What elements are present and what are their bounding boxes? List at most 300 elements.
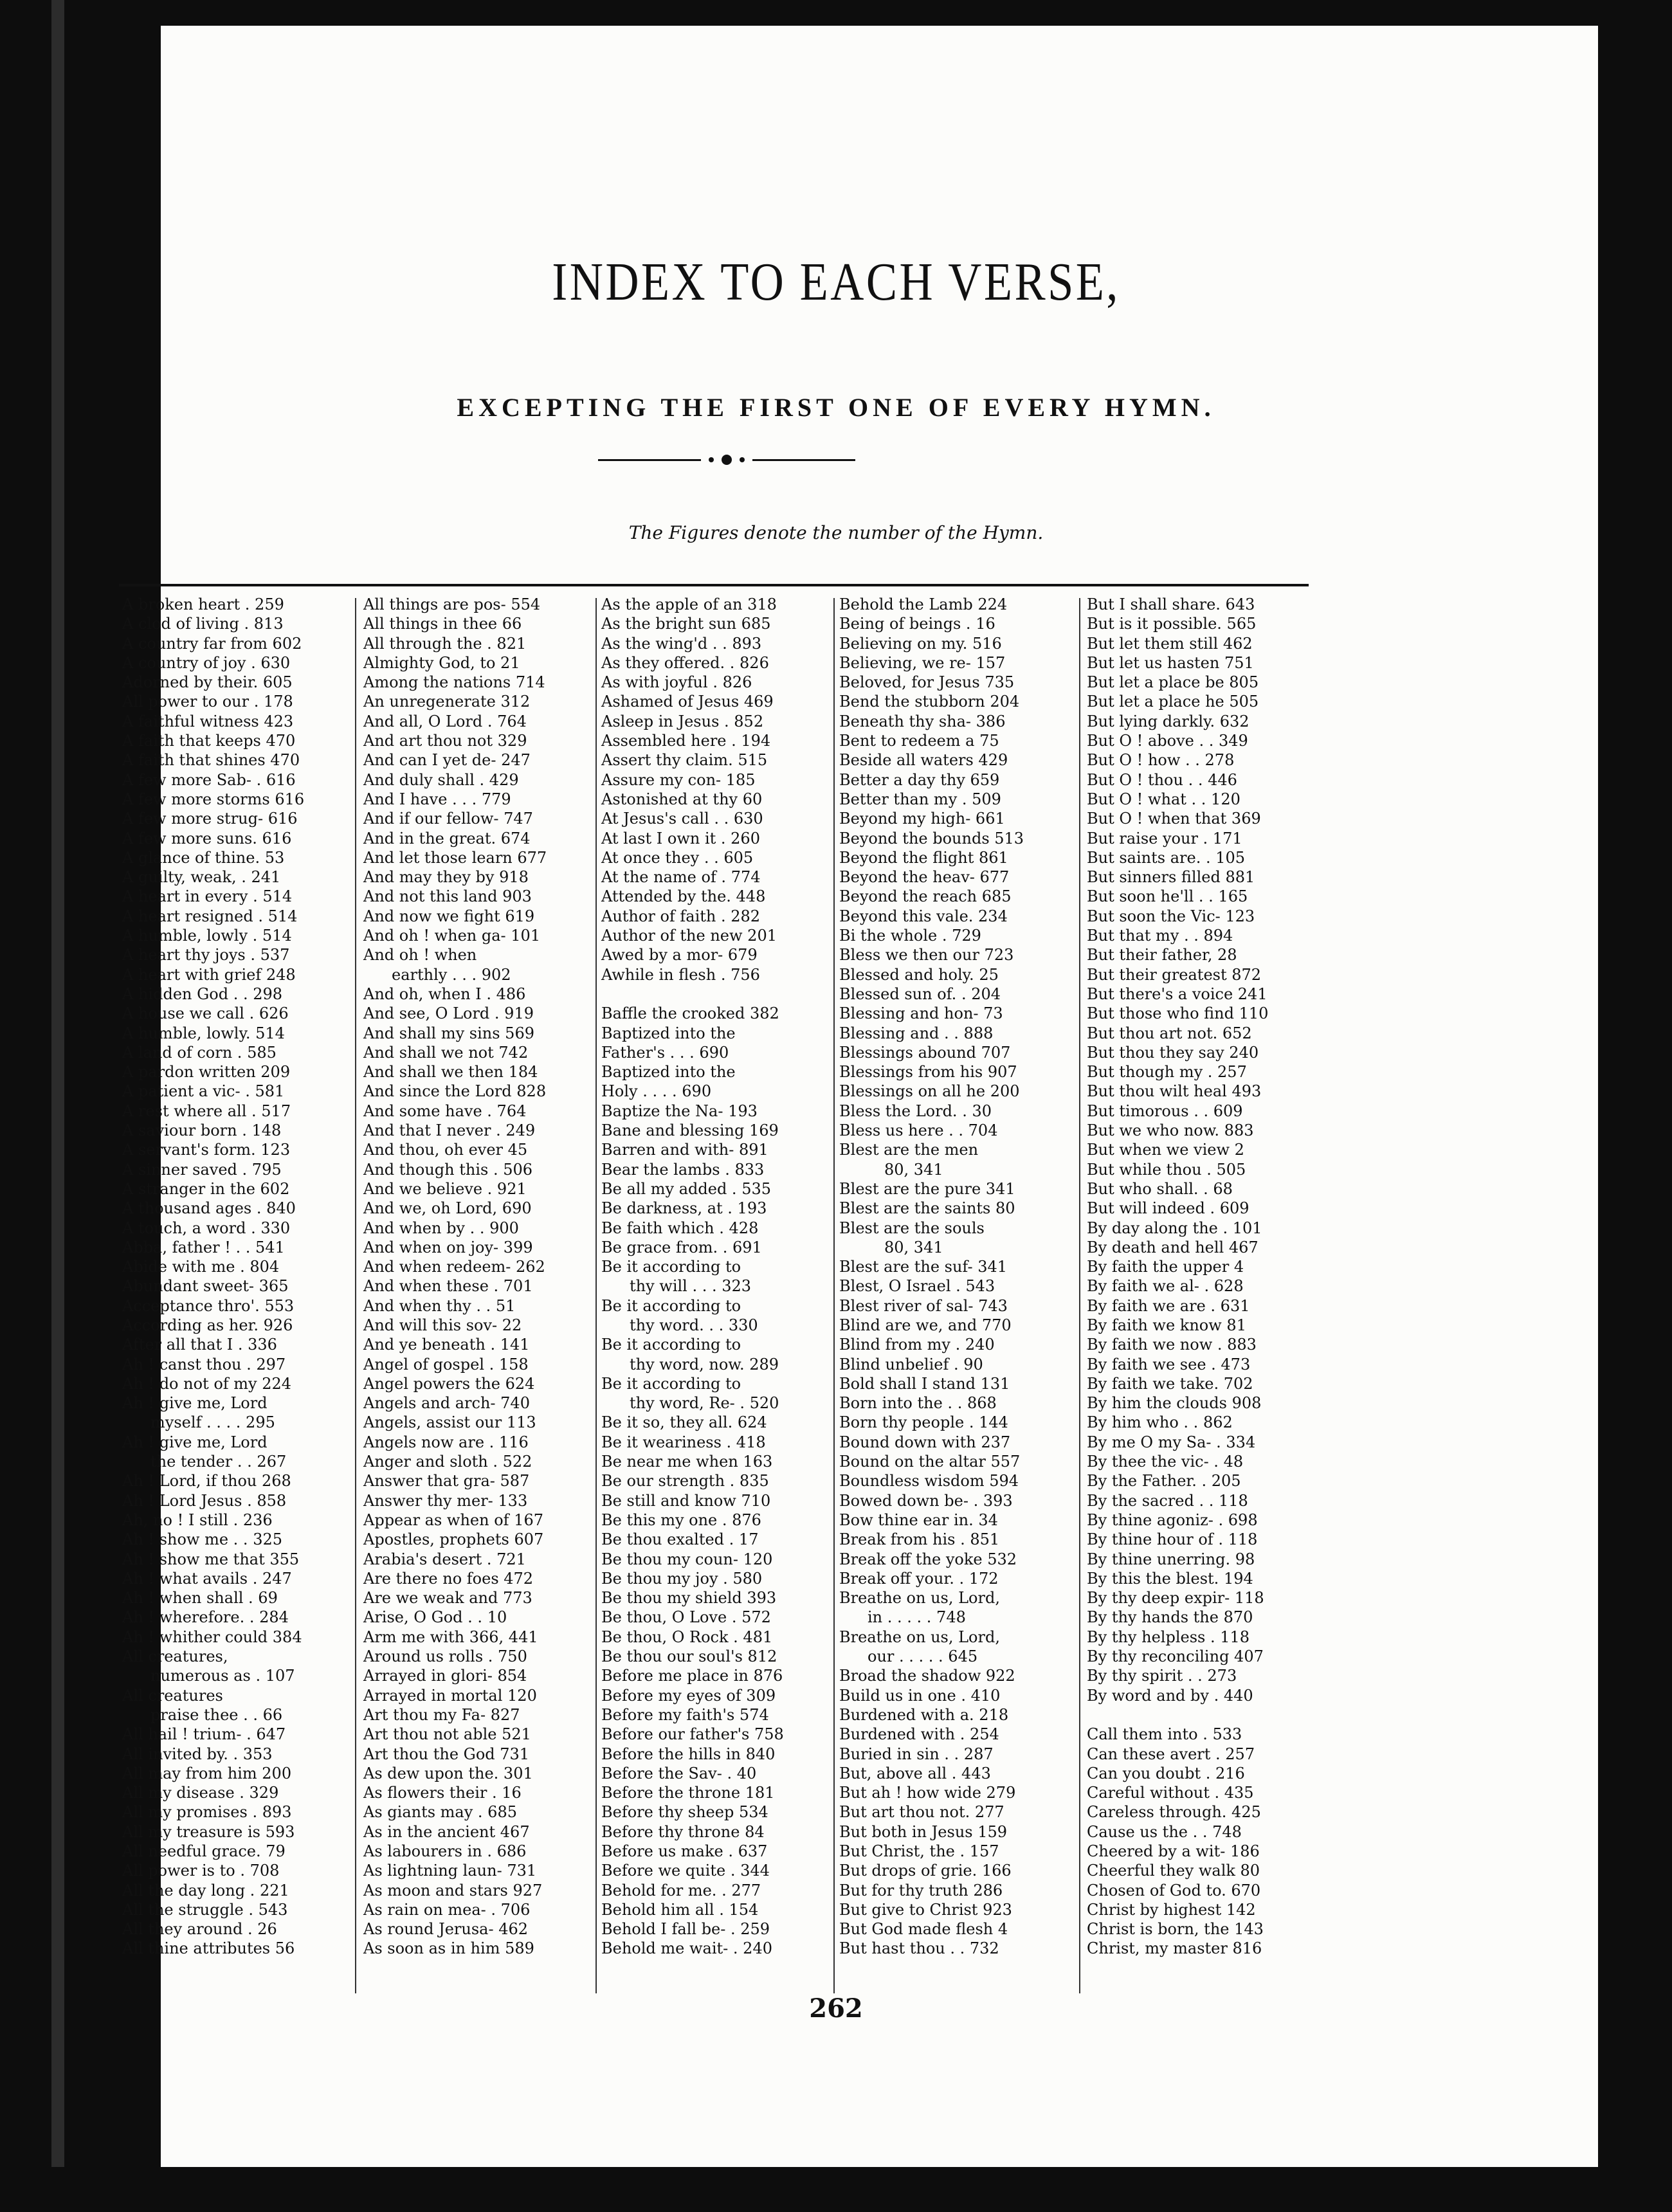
index-entry: And shall we then 184 <box>363 1063 538 1082</box>
scan-border-top <box>0 0 1672 26</box>
index-entry: An unregenerate 312 <box>363 693 531 711</box>
index-entry: Blessings on all he 200 <box>839 1082 1020 1101</box>
index-entry: 80, 341 <box>884 1238 943 1256</box>
index-entry: Before the hills in 840 <box>601 1745 776 1763</box>
index-entry: Blest are the men <box>839 1141 979 1159</box>
index-entry: But God made flesh 4 <box>839 1920 1008 1939</box>
index-entry: Anger and sloth . 522 <box>363 1453 532 1471</box>
book-edge <box>51 0 64 2212</box>
index-entry: Before the throne 181 <box>601 1784 775 1802</box>
index-entry: Bless the Lord. . 30 <box>839 1101 992 1120</box>
index-entry: A faith that shines 470 <box>122 751 300 770</box>
index-entry: And duly shall . 429 <box>363 770 519 789</box>
index-entry: All the struggle . 543 <box>122 1900 288 1919</box>
index-entry: A sinner saved . 795 <box>122 1160 282 1179</box>
index-entry: And oh ! when ga- 101 <box>363 927 541 945</box>
index-entry: A glance of thine. 53 <box>122 848 285 867</box>
index-entry: Blest are the suf- 341 <box>839 1258 1007 1276</box>
index-entry: A humble, lowly. 514 <box>122 1024 285 1042</box>
index-entry: Bane and blessing 169 <box>601 1121 779 1140</box>
index-entry: And all, O Lord . 764 <box>363 712 527 730</box>
index-entry: At once they . . 605 <box>601 848 754 867</box>
index-entry: Before our father's 758 <box>601 1725 784 1744</box>
index-entry: Bowed down be- . 393 <box>839 1491 1013 1510</box>
index-entry: But ah ! how wide 279 <box>839 1784 1016 1802</box>
index-entry: Breathe on us, Lord, <box>839 1627 1000 1646</box>
index-entry: At Jesus's call . . 630 <box>601 810 763 828</box>
index-entry: Author of the new 201 <box>601 927 777 945</box>
index-entry: And we believe . 921 <box>363 1179 527 1198</box>
index-entry: By thy reconciling 407 <box>1087 1647 1264 1666</box>
index-entry: By thee the vic- . 48 <box>1087 1453 1244 1471</box>
index-entry: All things are pos- 554 <box>363 595 541 613</box>
index-entry: And some have . 764 <box>363 1101 527 1120</box>
index-entry: And when on joy- 399 <box>363 1238 533 1256</box>
index-entry: But O ! how . . 278 <box>1087 751 1235 770</box>
index-entry: Behold the Lamb 224 <box>839 595 1008 613</box>
index-entry: Blessing and hon- 73 <box>839 1004 1003 1023</box>
index-entry: All the day long . 221 <box>122 1881 289 1899</box>
index-entry: And see, O Lord . 919 <box>363 1004 534 1023</box>
index-entry: Ashamed of Jesus 469 <box>601 693 774 711</box>
index-entry: Angels and arch- 740 <box>363 1394 530 1413</box>
index-entry: As dew upon the. 301 <box>363 1764 533 1782</box>
index-entry: But let a place be 805 <box>1087 673 1259 692</box>
index-column-4 <box>839 595 1074 1990</box>
column-divider <box>355 598 356 1993</box>
index-entry: Being of beings . 16 <box>839 615 995 633</box>
column-divider <box>833 598 835 1993</box>
index-entry: And shall my sins 569 <box>363 1024 534 1042</box>
index-entry: As in the ancient 467 <box>363 1822 530 1841</box>
index-entry: Barren and with- 891 <box>601 1141 768 1159</box>
index-entry: By this the blest. 194 <box>1087 1569 1253 1588</box>
index-entry: But thou wilt heal 493 <box>1087 1082 1262 1101</box>
index-entry: Blessings from his 907 <box>839 1063 1017 1082</box>
index-entry: As moon and stars 927 <box>363 1881 543 1899</box>
index-entry: thy word. . . 330 <box>630 1316 758 1334</box>
index-entry: Ah ! Lord Jesus . 858 <box>122 1491 287 1510</box>
index-entry: Be it weariness . 418 <box>601 1433 766 1451</box>
index-entry: Blind unbelief . 90 <box>839 1355 983 1373</box>
index-entry: Can you doubt . 216 <box>1087 1764 1245 1782</box>
index-entry: Be thou exalted . 17 <box>601 1530 759 1549</box>
index-entry: Ah ! do not of my 224 <box>122 1374 292 1393</box>
index-entry: the tender . . 267 <box>150 1453 287 1471</box>
index-entry: As the apple of an 318 <box>601 595 777 613</box>
index-entry: A broken heart . 259 <box>122 595 284 613</box>
index-entry: Behold for me. . 277 <box>601 1881 761 1899</box>
index-entry: All thine attributes 56 <box>122 1939 295 1958</box>
index-entry: Answer that gra- 587 <box>363 1472 530 1491</box>
index-entry: Bi the whole . 729 <box>839 927 981 945</box>
index-entry: Bless us here . . 704 <box>839 1121 998 1140</box>
index-entry: Ah ! show me . . 325 <box>122 1530 282 1549</box>
index-entry: By thy spirit . . 273 <box>1087 1667 1237 1685</box>
index-entry: Bow thine ear in. 34 <box>839 1510 998 1529</box>
index-entry: Be thou, O Rock . 481 <box>601 1627 773 1646</box>
index-entry: By thy deep expir- 118 <box>1087 1589 1264 1608</box>
index-entry: And we, oh Lord, 690 <box>363 1199 532 1218</box>
index-entry: A heart resigned . 514 <box>122 907 298 925</box>
index-entry: By faith we are . 631 <box>1087 1296 1250 1315</box>
index-entry: Angel of gospel . 158 <box>363 1355 529 1373</box>
index-entry: Be thou, O Love . 572 <box>601 1608 771 1627</box>
index-entry: Break from his . 851 <box>839 1530 1000 1549</box>
index-entry: By me O my Sa- . 334 <box>1087 1433 1256 1451</box>
index-entry: A few more suns. 616 <box>122 829 292 848</box>
index-entry: A thousand ages . 840 <box>122 1199 296 1218</box>
index-entry: And can I yet de- 247 <box>363 751 531 770</box>
index-entry: Be thou my joy . 580 <box>601 1569 763 1588</box>
index-entry: our . . . . . 645 <box>868 1647 978 1666</box>
scan-border-bottom <box>0 2167 1672 2212</box>
index-entry: Be it according to <box>601 1374 741 1393</box>
index-entry: But let us hasten 751 <box>1087 653 1254 672</box>
index-entry: But O ! what . . 120 <box>1087 790 1240 808</box>
index-entry: Awed by a mor- 679 <box>601 946 758 965</box>
index-entry: Abba, father ! . . 541 <box>122 1238 285 1256</box>
index-entry: Be thou our soul's 812 <box>601 1647 777 1666</box>
index-entry: Beside all waters 429 <box>839 751 1008 770</box>
index-entry: Blind are we, and 770 <box>839 1316 1012 1334</box>
page-subtitle: EXCEPTING THE FIRST ONE OF EVERY HYMN. <box>457 393 1215 422</box>
index-entry: At last I own it . 260 <box>601 829 760 848</box>
index-entry: By thine hour of . 118 <box>1087 1530 1258 1549</box>
index-entry: But we who now. 883 <box>1087 1121 1254 1140</box>
index-entry: As round Jerusa- 462 <box>363 1920 529 1939</box>
index-entry: Before me place in 876 <box>601 1667 783 1685</box>
index-entry: But art thou not. 277 <box>839 1803 1004 1822</box>
index-entry: Apostles, prophets 607 <box>363 1530 544 1549</box>
index-entry: Believing on my. 516 <box>839 634 1002 653</box>
index-entry: Almighty God, to 21 <box>363 653 520 672</box>
index-entry: Be all my added . 535 <box>601 1179 771 1198</box>
index-entry: And shall we not 742 <box>363 1043 529 1062</box>
index-entry: Blessing and . . 888 <box>839 1024 994 1042</box>
page-number: 262 <box>809 1993 863 2024</box>
index-entry: But raise your . 171 <box>1087 829 1242 848</box>
index-entry: By faith we know 81 <box>1087 1316 1246 1334</box>
index-entry: But, above all . 443 <box>839 1764 991 1782</box>
index-entry: Be faith which . 428 <box>601 1219 759 1237</box>
index-column-1 <box>122 595 350 1990</box>
index-column-2 <box>363 595 592 1990</box>
index-entry: As giants may . 685 <box>363 1803 517 1822</box>
index-entry: Behold me wait- . 240 <box>601 1939 772 1958</box>
index-entry: Ah ! Lord, if thou 268 <box>122 1472 291 1491</box>
index-entry: numerous as . 107 <box>150 1667 295 1685</box>
index-entry: All power to our . 178 <box>122 693 293 711</box>
index-entry: And oh ! when <box>363 946 477 965</box>
index-entry: Baptize the Na- 193 <box>601 1101 758 1120</box>
index-column-5 <box>1087 595 1315 1990</box>
index-entry: All creatures, <box>122 1647 228 1666</box>
index-entry: But lying darkly. 632 <box>1087 712 1249 730</box>
index-entry: Father's . . . 690 <box>601 1043 729 1062</box>
index-entry: A heart in every . 514 <box>122 887 293 906</box>
index-entry: By the Father. . 205 <box>1087 1472 1241 1491</box>
index-entry: All they around . 26 <box>122 1920 277 1939</box>
index-entry: By thine agoniz- . 698 <box>1087 1510 1258 1529</box>
index-entry: By thy helpless . 118 <box>1087 1627 1250 1646</box>
index-entry: After all that I . 336 <box>122 1336 277 1354</box>
index-entry: Bless we then our 723 <box>839 946 1014 965</box>
index-entry: in . . . . . 748 <box>868 1608 966 1627</box>
index-entry: A few more storms 616 <box>122 790 305 808</box>
index-entry: Bend the stubborn 204 <box>839 693 1020 711</box>
index-entry: But thou art not. 652 <box>1087 1024 1252 1042</box>
index-entry: Build us in one . 410 <box>839 1686 1001 1705</box>
index-entry: By him who . . 862 <box>1087 1413 1233 1432</box>
index-entry: Bound on the altar 557 <box>839 1453 1021 1471</box>
index-entry: By faith we now . 883 <box>1087 1336 1257 1354</box>
index-entry: A country far from 602 <box>122 634 302 653</box>
index-entry: A heart thy joys . 537 <box>122 946 290 965</box>
index-entry: Be it according to <box>601 1336 741 1354</box>
index-entry: But O ! above . . 349 <box>1087 732 1248 750</box>
header-rule <box>119 584 1309 586</box>
column-divider <box>595 598 597 1993</box>
index-entry: But thou they say 240 <box>1087 1043 1259 1062</box>
index-entry: Art thou my Fa- 827 <box>363 1705 520 1724</box>
index-entry: Beyond the bounds 513 <box>839 829 1024 848</box>
index-entry: A faith that keeps 470 <box>122 732 296 750</box>
index-entry: A house we call . 626 <box>122 1004 289 1023</box>
index-entry: Beyond this vale. 234 <box>839 907 1008 925</box>
index-entry: Attended by the. 448 <box>601 887 766 906</box>
index-entry: Be it according to <box>601 1296 741 1315</box>
index-entry: Before thy sheep 534 <box>601 1803 768 1822</box>
index-entry: Asleep in Jesus . 852 <box>601 712 764 730</box>
index-entry: Arm me with 366, 441 <box>363 1627 538 1646</box>
index-entry: Appear as when of 167 <box>363 1510 543 1529</box>
index-entry: And since the Lord 828 <box>363 1082 547 1101</box>
index-entry: Chosen of God to. 670 <box>1087 1881 1261 1899</box>
index-entry: But give to Christ 923 <box>839 1900 1012 1919</box>
index-entry: By word and by . 440 <box>1087 1686 1253 1705</box>
index-entry: Beyond the heav- 677 <box>839 868 1010 887</box>
index-entry: All my promises . 893 <box>122 1803 292 1822</box>
index-entry: Be this my one . 876 <box>601 1510 761 1529</box>
index-entry: By death and hell 467 <box>1087 1238 1259 1256</box>
index-entry: But soon he'll . . 165 <box>1087 887 1248 906</box>
scan-border-right <box>1598 0 1672 2212</box>
index-entry: As the bright sun 685 <box>601 615 771 633</box>
index-entry: And if our fellow- 747 <box>363 810 533 828</box>
index-entry: All my treasure is 593 <box>122 1822 295 1841</box>
index-entry: Bent to redeem a 75 <box>839 732 999 750</box>
index-entry: thy word, now. 289 <box>630 1355 779 1373</box>
index-entry: But while thou . 505 <box>1087 1160 1246 1179</box>
index-entry: But that my . . 894 <box>1087 927 1233 945</box>
index-entry: And let those learn 677 <box>363 848 547 867</box>
index-entry: Before my eyes of 309 <box>601 1686 776 1705</box>
index-entry: But hast thou . . 732 <box>839 1939 999 1958</box>
column-divider <box>1079 598 1080 1993</box>
index-entry: Ah, no ! I still . 236 <box>122 1510 273 1529</box>
index-entry: And when these . 701 <box>363 1277 533 1296</box>
index-entry: Careful without . 435 <box>1087 1784 1254 1802</box>
index-entry: As rain on mea- . 706 <box>363 1900 531 1919</box>
index-entry: By thy hands the 870 <box>1087 1608 1253 1627</box>
index-entry: Blind from my . 240 <box>839 1336 995 1354</box>
index-entry: Arrayed in mortal 120 <box>363 1686 537 1705</box>
index-entry: But there's a voice 241 <box>1087 984 1268 1003</box>
index-entry: A pardon written 209 <box>122 1063 291 1082</box>
index-entry: Be thou my coun- 120 <box>601 1550 773 1568</box>
index-entry: By thine unerring. 98 <box>1087 1550 1255 1568</box>
index-entry: Christ, my master 816 <box>1087 1939 1262 1958</box>
index-entry: A saviour born . 148 <box>122 1121 282 1140</box>
index-entry: All creatures <box>122 1686 223 1705</box>
index-entry: As they offered. . 826 <box>601 653 769 672</box>
index-entry: And art thou not 329 <box>363 732 527 750</box>
index-entry: But O ! when that 369 <box>1087 810 1261 828</box>
index-entry: As soon as in him 589 <box>363 1939 534 1958</box>
index-entry: Boundless wisdom 594 <box>839 1472 1019 1491</box>
index-entry: Blest river of sal- 743 <box>839 1296 1008 1315</box>
index-entry: Around us rolls . 750 <box>363 1647 527 1666</box>
index-entry: But saints are. . 105 <box>1087 848 1246 867</box>
index-entry: praise thee . . 66 <box>150 1705 283 1724</box>
index-column-3 <box>601 595 830 1990</box>
index-entry: A few more strug- 616 <box>122 810 298 828</box>
index-entry: But for thy truth 286 <box>839 1881 1003 1899</box>
index-entry: Blessed and holy. 25 <box>839 965 999 984</box>
index-entry: Before my faith's 574 <box>601 1705 769 1724</box>
index-entry: A stranger in the 602 <box>122 1179 290 1198</box>
index-entry: As labourers in . 686 <box>363 1842 527 1860</box>
index-entry: Burdened with a. 218 <box>839 1705 1009 1724</box>
index-entry: But is it possible. 565 <box>1087 615 1257 633</box>
index-entry: As with joyful . 826 <box>601 673 752 692</box>
index-entry: Baffle the crooked 382 <box>601 1004 779 1023</box>
index-entry <box>601 984 830 1004</box>
index-entry: Ah ! canst thou . 297 <box>122 1355 286 1373</box>
index-entry: Beloved, for Jesus 735 <box>839 673 1015 692</box>
index-entry: But who shall. . 68 <box>1087 1179 1233 1198</box>
index-entry: By faith we take. 702 <box>1087 1374 1253 1393</box>
index-entry: Beyond the flight 861 <box>839 848 1008 867</box>
index-entry: But let a place he 505 <box>1087 693 1259 711</box>
index-entry: Can these avert . 257 <box>1087 1745 1255 1763</box>
index-entry: A servant's form. 123 <box>122 1141 291 1159</box>
index-entry: Beyond my high- 661 <box>839 810 1005 828</box>
index-entry: Holy . . . . 690 <box>601 1082 712 1101</box>
index-entry: Awhile in flesh . 756 <box>601 965 760 984</box>
index-entry: But soon the Vic- 123 <box>1087 907 1255 925</box>
index-entry: Better than my . 509 <box>839 790 1001 808</box>
index-entry: Christ by highest 142 <box>1087 1900 1256 1919</box>
index-entry: Author of faith . 282 <box>601 907 761 925</box>
index-entry: Breathe on us, Lord, <box>839 1589 1000 1608</box>
index-entry: Are we weak and 773 <box>363 1589 532 1608</box>
index-entry: And that I never . 249 <box>363 1121 536 1140</box>
index-entry: Arabia's desert . 721 <box>363 1550 526 1568</box>
index-entry: Break off the yoke 532 <box>839 1550 1017 1568</box>
index-entry: But let them still 462 <box>1087 634 1253 653</box>
index-entry: But will indeed . 609 <box>1087 1199 1249 1218</box>
index-entry: But those who find 110 <box>1087 1004 1269 1023</box>
index-entry: And now we fight 619 <box>363 907 535 925</box>
index-entry: But their greatest 872 <box>1087 965 1262 984</box>
index-entry: Acceptance thro'. 553 <box>122 1296 295 1315</box>
index-entry: Call them into . 533 <box>1087 1725 1242 1744</box>
index-entry: But I shall share. 643 <box>1087 595 1255 613</box>
index-entry: And not this land 903 <box>363 887 532 906</box>
index-entry: Before thy throne 84 <box>601 1822 765 1841</box>
index-entry: 80, 341 <box>884 1160 943 1179</box>
index-entry: As the wing'd . . 893 <box>601 634 762 653</box>
index-entry: All may from him 200 <box>122 1764 292 1782</box>
index-entry: And oh, when I . 486 <box>363 984 526 1003</box>
index-entry: Ah ! whither could 384 <box>122 1627 302 1646</box>
index-entry: Ah ! when shall . 69 <box>122 1589 278 1608</box>
index-entry: A country of joy . 630 <box>122 653 291 672</box>
index-entry: Art thou the God 731 <box>363 1745 530 1763</box>
index-entry: Art thou not able 521 <box>363 1725 531 1744</box>
index-entry: Believing, we re- 157 <box>839 653 1006 672</box>
index-entry: All things in thee 66 <box>363 615 522 633</box>
index-entry: Careless through. 425 <box>1087 1803 1261 1822</box>
index-entry: Before we quite . 344 <box>601 1862 770 1880</box>
index-entry: Angel powers the 624 <box>363 1374 535 1393</box>
index-entry: All power is to . 708 <box>122 1862 280 1880</box>
index-entry: thy word, Re- . 520 <box>630 1394 779 1413</box>
index-entry: Bear the lambs . 833 <box>601 1160 765 1179</box>
index-entry: But when we view 2 <box>1087 1141 1244 1159</box>
index-entry: And when thy . . 51 <box>363 1296 516 1315</box>
index-entry: Abundant sweet- 365 <box>122 1277 289 1296</box>
index-entry: And will this sov- 22 <box>363 1316 522 1334</box>
index-entry: Bound down with 237 <box>839 1433 1011 1451</box>
index-entry: Blest are the souls <box>839 1219 985 1237</box>
index-entry: As lightning laun- 731 <box>363 1862 537 1880</box>
index-entry: But their father, 28 <box>1087 946 1237 965</box>
index-entry: Abide with me . 804 <box>122 1258 280 1276</box>
index-entry: Blessed sun of. . 204 <box>839 984 1001 1003</box>
index-entry: And when by . . 900 <box>363 1219 519 1237</box>
index-entry: earthly . . . 902 <box>392 965 511 984</box>
index-entry: Break off your. . 172 <box>839 1569 999 1588</box>
page-title: INDEX TO EACH VERSE, <box>552 252 1120 312</box>
index-entry: Ah ! show me that 355 <box>122 1550 300 1568</box>
index-entry: Be still and know 710 <box>601 1491 771 1510</box>
index-entry: A touch, a word . 330 <box>122 1219 291 1237</box>
index-entry: Born into the . . 868 <box>839 1394 997 1413</box>
index-entry: Angels, assist our 113 <box>363 1413 536 1432</box>
index-entry: All needful grace. 79 <box>122 1842 286 1860</box>
index-entry: By the sacred . . 118 <box>1087 1491 1248 1510</box>
index-entry: But drops of grie. 166 <box>839 1862 1012 1880</box>
index-entry: Better a day thy 659 <box>839 770 1000 789</box>
index-entry: By faith we al- . 628 <box>1087 1277 1244 1296</box>
index-entry: Before us make . 637 <box>601 1842 768 1860</box>
index-entry: Blest are the saints 80 <box>839 1199 1015 1218</box>
index-entry: Buried in sin . . 287 <box>839 1745 994 1763</box>
index-entry: By him the clouds 908 <box>1087 1394 1262 1413</box>
index-entry: Behold him all . 154 <box>601 1900 759 1919</box>
index-entry: And thou, oh ever 45 <box>363 1141 528 1159</box>
index-entry: Be near me when 163 <box>601 1453 773 1471</box>
index-entry: A faithful witness 423 <box>122 712 294 730</box>
index-entry <box>1087 1705 1315 1725</box>
index-entry: Assert thy claim. 515 <box>601 751 768 770</box>
index-entry: But both in Jesus 159 <box>839 1822 1008 1841</box>
index-entry: Are there no foes 472 <box>363 1569 534 1588</box>
index-entry: And in the great. 674 <box>363 829 531 848</box>
